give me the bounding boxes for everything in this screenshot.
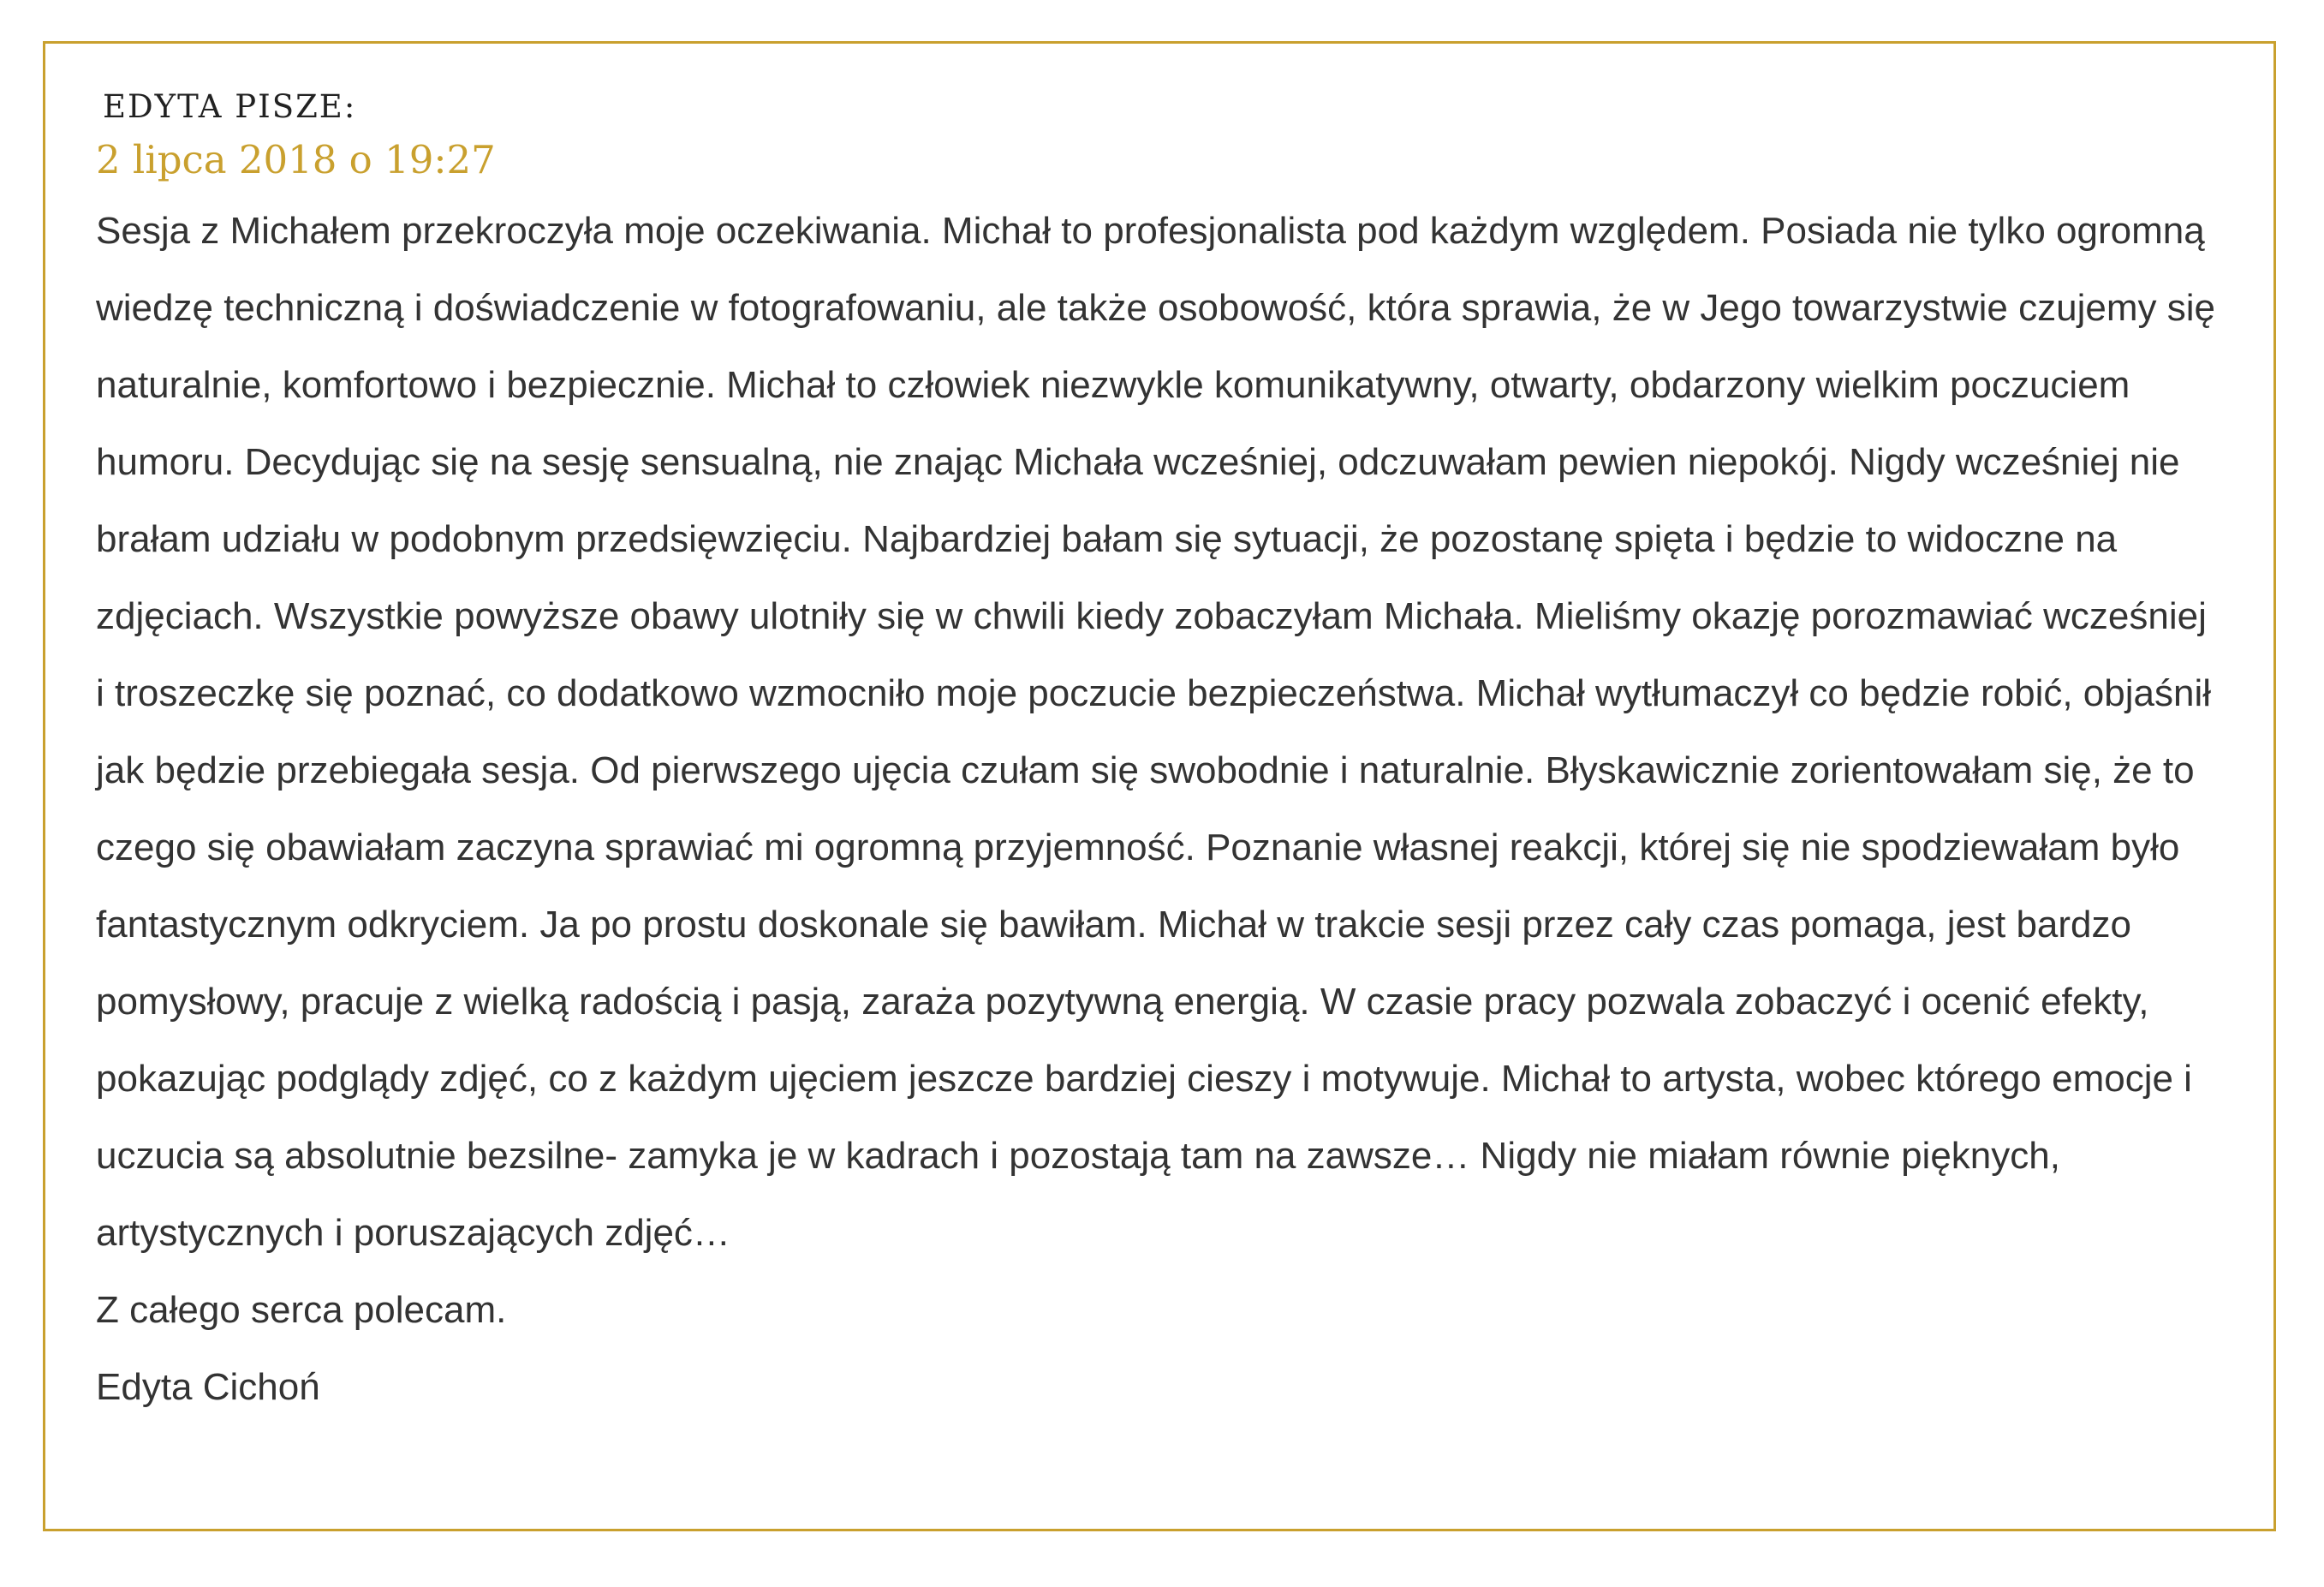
- comment-signature: Edyta Cichoń: [96, 1366, 320, 1408]
- comment-paragraph: Z całego serca polecam.: [96, 1289, 507, 1331]
- comment-card: [43, 41, 2276, 1531]
- comment-body: [96, 193, 2224, 1426]
- comment-paragraph: Sesja z Michałem przekroczyła moje oczekiwania. Michał to profesjonalista pod każdym względem. Posiada nie tylko ogromną wiedzę techniczną i doświadczenie w fotografowaniu, ale także osobowość, która sprawia, że w Jego towarzystwie czujemy się naturalnie, komfortowo i bezpiecznie. Michał to człowiek niezwykle komunikatywny, otwarty, obdarzony wielkim poczuciem humoru. Decydując się na sesję sensualną, nie znając Michała wcześniej, odczuwałam pewien niepokój. Nigdy wcześniej nie brałam udziału w podobnym przedsięwzięciu. Najbardziej bałam się sytuacji, że pozostanę spięta i będzie to widoczne na zdjęciach. Wszystkie powyższe obawy ulotniły się w chwili kiedy zobaczyłam Michała. Mieliśmy okazję porozmawiać wcześniej i troszeczkę się poznać, co dodatkowo wzmocniło moje poczucie bezpieczeństwa. Michał wytłumaczył co będzie robić, objaśnił jak będzie przebiegała sesja. Od pierwszego ujęcia czułam się swobodnie i naturalnie. Błyskawicznie zorientowałam się, że to czego się obawiałam zaczyna sprawiać mi ogromną przyjemność. Poznanie własnej reakcji, której się nie spodziewałam było fantastycznym odkryciem. Ja po prostu doskonale się bawiłam. Michał w trakcie sesji przez cały czas pomaga, jest bardzo pomysłowy, pracuje z wielką radością i pasją, zaraża pozytywną energią. W czasie pracy pozwala zobaczyć i ocenić efekty, pokazując podglądy zdjęć, co z każdym ujęciem jeszcze bardziej cieszy i motywuje. Michał to artysta, wobec którego emocje i uczucia są absolutnie bezsilne- zamyka je w kadrach i pozostają tam na zawsze… Nigdy nie miałam równie pięknych, artystycznych i poruszających zdjęć…: [96, 210, 2215, 1254]
- comment-date-link[interactable]: 2 lipca 2018 o 19:27: [96, 137, 496, 182]
- comment-author: EDYTA PISZE:: [103, 88, 357, 125]
